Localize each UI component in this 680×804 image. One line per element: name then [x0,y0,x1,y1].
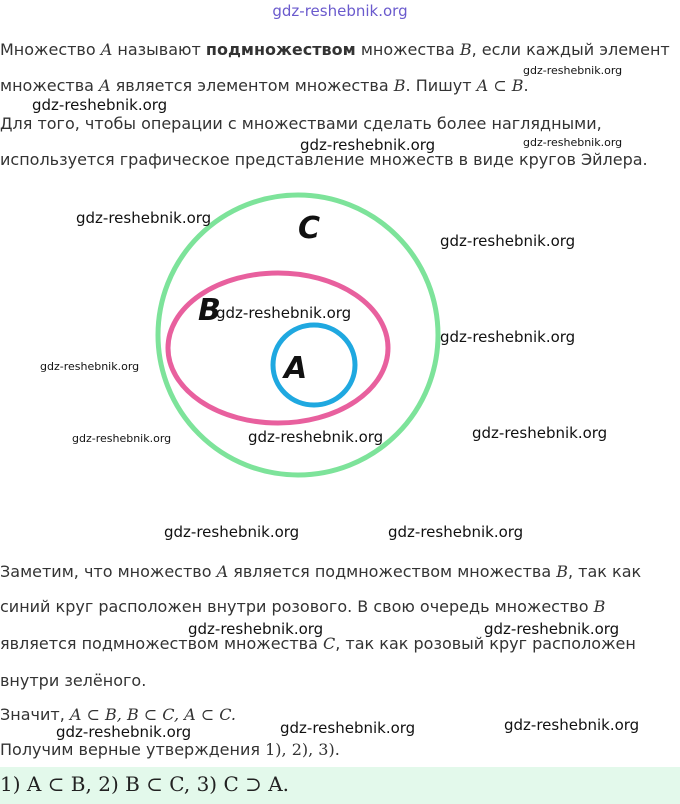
text: Получим верные утверждения [0,740,266,759]
watermark: gdz-reshebnik.org [280,719,416,737]
definition-line-2 [0,76,529,96]
watermark: gdz-reshebnik.org [440,232,576,250]
watermark: gdz-reshebnik.org [164,523,300,541]
math-formula: A ⊂ B [476,76,524,95]
math-var: A [216,562,229,581]
math-var: B [393,76,406,95]
paragraph2-line-2: используется графическое представление множеств в виде кругов Эйлера. [0,150,648,169]
math-formula: A ⊂ B, B ⊂ C, A ⊂ C. [69,705,237,724]
math-var: B [556,562,568,581]
watermark: gdz-reshebnik.org [248,428,384,446]
paragraph3-line-1 [0,562,641,582]
header-site-link[interactable]: gdz-reshebnik.org [272,2,408,20]
label-b: B [198,293,221,328]
watermark: gdz-reshebnik.org [523,136,623,149]
watermark: gdz-reshebnik.org [32,96,168,114]
definition-line-1 [0,40,670,60]
watermark: gdz-reshebnik.org [188,620,324,638]
watermark: gdz-reshebnik.org [300,136,436,154]
paragraph2-line-1: Для того, чтобы операции с множествами сделать более наглядными, [0,114,602,133]
math-var: A [100,40,113,59]
math-var: B [459,40,472,59]
watermark: gdz-reshebnik.org [440,328,576,346]
text: является подмножеством множества [0,634,323,653]
watermark: gdz-reshebnik.org [504,716,640,734]
text: называют [112,40,206,59]
watermark: gdz-reshebnik.org [472,424,608,442]
text: , так как [567,562,642,581]
watermark: gdz-reshebnik.org [76,209,212,227]
math-var: B [593,597,606,616]
watermark: gdz-reshebnik.org [523,64,623,77]
text: . [523,76,529,95]
label-c: C [298,211,321,246]
watermark: gdz-reshebnik.org [56,723,192,741]
bold-term: подмножеством [205,40,356,59]
math-numbers: 1), 2), 3). [265,740,340,759]
euler-diagram [0,190,680,520]
text: , так как розовый круг расположен [335,634,636,653]
conclusion-line-2 [0,740,340,760]
math-var: C [322,634,336,653]
text: множества [355,40,460,59]
watermark: gdz-reshebnik.org [484,620,620,638]
watermark: gdz-reshebnik.org [388,523,524,541]
text: Значит, [0,705,70,724]
text: Заметим, что множество [0,562,217,581]
text: синий круг расположен внутри розового. В свою очередь множество [0,597,594,616]
text: Множество [0,40,101,59]
text: . Пишут [405,76,477,95]
watermark: gdz-reshebnik.org [40,360,140,373]
watermark: gdz-reshebnik.org [216,304,352,322]
math-var: A [99,76,111,95]
paragraph3-line-2 [0,597,605,617]
answer-text: 1) A ⊂ B, 2) B ⊂ C, 3) C ⊃ A. [0,772,290,796]
paragraph3-line-4: внутри зелёного. [0,671,147,690]
label-a: A [284,351,308,386]
text: является элементом множества [110,76,394,95]
text: множества [0,76,100,95]
conclusion-line-1 [0,705,236,725]
watermark: gdz-reshebnik.org [72,432,172,445]
text: является подмножеством множества [228,562,557,581]
text: , если каждый элемент [471,40,670,59]
